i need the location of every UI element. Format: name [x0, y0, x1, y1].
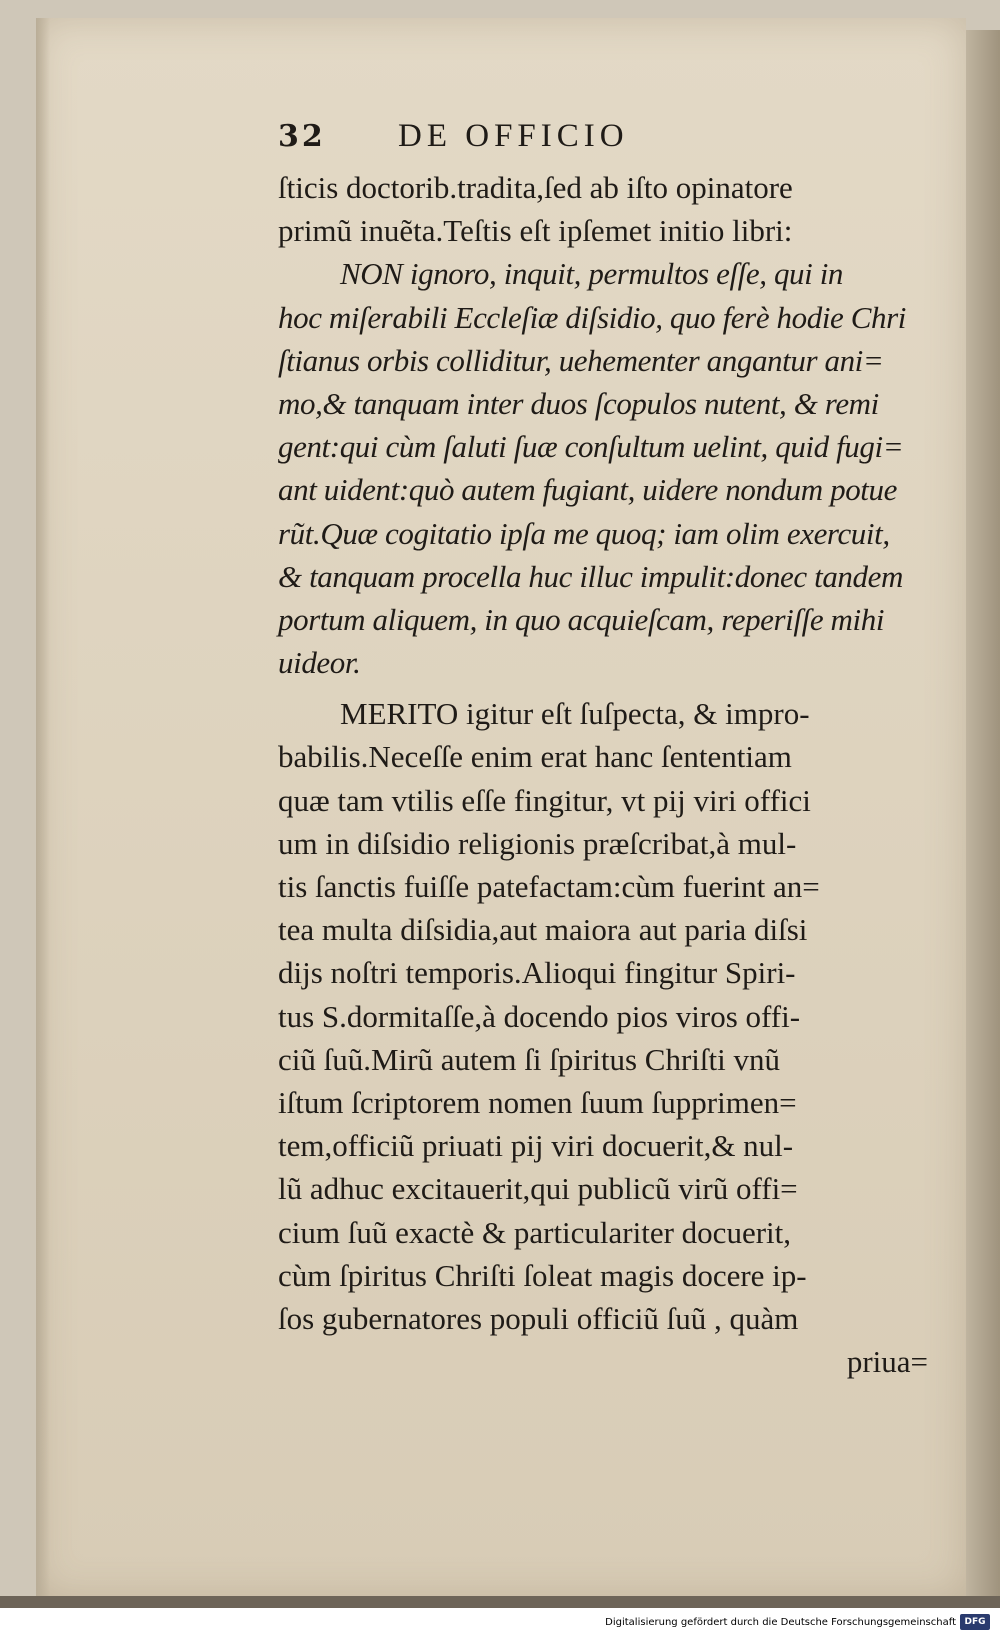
text-line: hoc miſerabili Eccleſiæ diſsidio, quo ferè hodie Chri	[278, 299, 906, 335]
text-line: ciũ ſuũ.Mirũ autem ſi ſpiritus Chriſti vnũ	[278, 1041, 780, 1077]
text-line: tem,officiũ priuati pij viri docuerit,& nul-	[278, 1128, 794, 1164]
text-line: cium ſuũ exactè & particulariter docuerit,	[278, 1214, 791, 1250]
text-line: primũ inuẽta.Teſtis eſt ipſemet initio libri:	[278, 213, 793, 249]
text-line: ſtianus orbis colliditur, uehementer angantur ani=	[278, 342, 884, 378]
text-line: ant uident:quò autem fugiant, uidere nondum potue	[278, 472, 897, 508]
text-line: tis ſanctis fuiſſe patefactam:cùm fuerint an=	[278, 869, 820, 904]
catchword: priua=	[846, 1344, 928, 1380]
text-line: lũ adhuc excitauerit,qui publicũ virũ offi=	[278, 1171, 798, 1207]
dfg-logo: DFG	[960, 1614, 990, 1630]
text-line: babilis.Neceſſe enim erat hanc ſententiam	[278, 739, 792, 775]
text-line: gent:qui cùm ſaluti ſuæ conſultum uelint, quid fugi=	[278, 429, 904, 465]
text-line: quæ tam vtilis eſſe fingitur, vt pij viri offici	[278, 782, 811, 818]
text-line: uideor.	[278, 645, 361, 681]
text-line: tea multa diſsidia,aut maiora aut paria diſsi	[278, 912, 808, 948]
page-edge-right	[962, 30, 1000, 1600]
text-line: um in diſsidio religionis præſcribat,à mul-	[278, 825, 797, 861]
text-line: tus S.dormitaſſe,à docendo pios viros offi-	[278, 998, 801, 1034]
text-line: dijs noſtri temporis.Alioqui fingitur Spiri-	[278, 955, 796, 991]
text-line: ſos gubernatores populi officiũ ſuũ , quàm	[278, 1300, 799, 1336]
running-title: DE OFFICIO	[398, 118, 629, 154]
text-line: ſticis doctorib.tradita,ſed ab iſto opinatore	[278, 170, 793, 205]
digitization-credit: Digitalisierung gefördert durch die Deutsche Forschungsgemeinschaft	[605, 1617, 956, 1628]
text-lines	[278, 166, 950, 1340]
text-line: iſtum ſcriptorem nomen ſuum ſupprimen=	[278, 1084, 797, 1120]
text-line: & tanquam procella huc illuc impulit:donec tandem	[278, 558, 903, 594]
page-number: 32	[278, 119, 326, 154]
text-line: mo,& tanquam inter duos ſcopulos nutent, & remi	[278, 385, 879, 421]
page-text	[278, 118, 950, 1383]
text-line: MERITO igitur eſt ſuſpecta, & impro-	[340, 696, 810, 732]
page-gutter-shadow	[36, 18, 50, 1598]
text-line: rũt.Quæ cogitatio ipſa me quoq; iam olim exercuit,	[278, 515, 890, 551]
running-head	[278, 118, 950, 160]
text-line: cùm ſpiritus Chriſti ſoleat magis docere ip-	[278, 1257, 807, 1293]
text-line: portum aliquem, in quo acquieſcam, reperiſſe mihi	[278, 601, 885, 637]
text-line: NON ignoro, inquit, permultos eſſe, qui in	[340, 256, 844, 292]
scan-bottom-shadow	[0, 1596, 1000, 1608]
